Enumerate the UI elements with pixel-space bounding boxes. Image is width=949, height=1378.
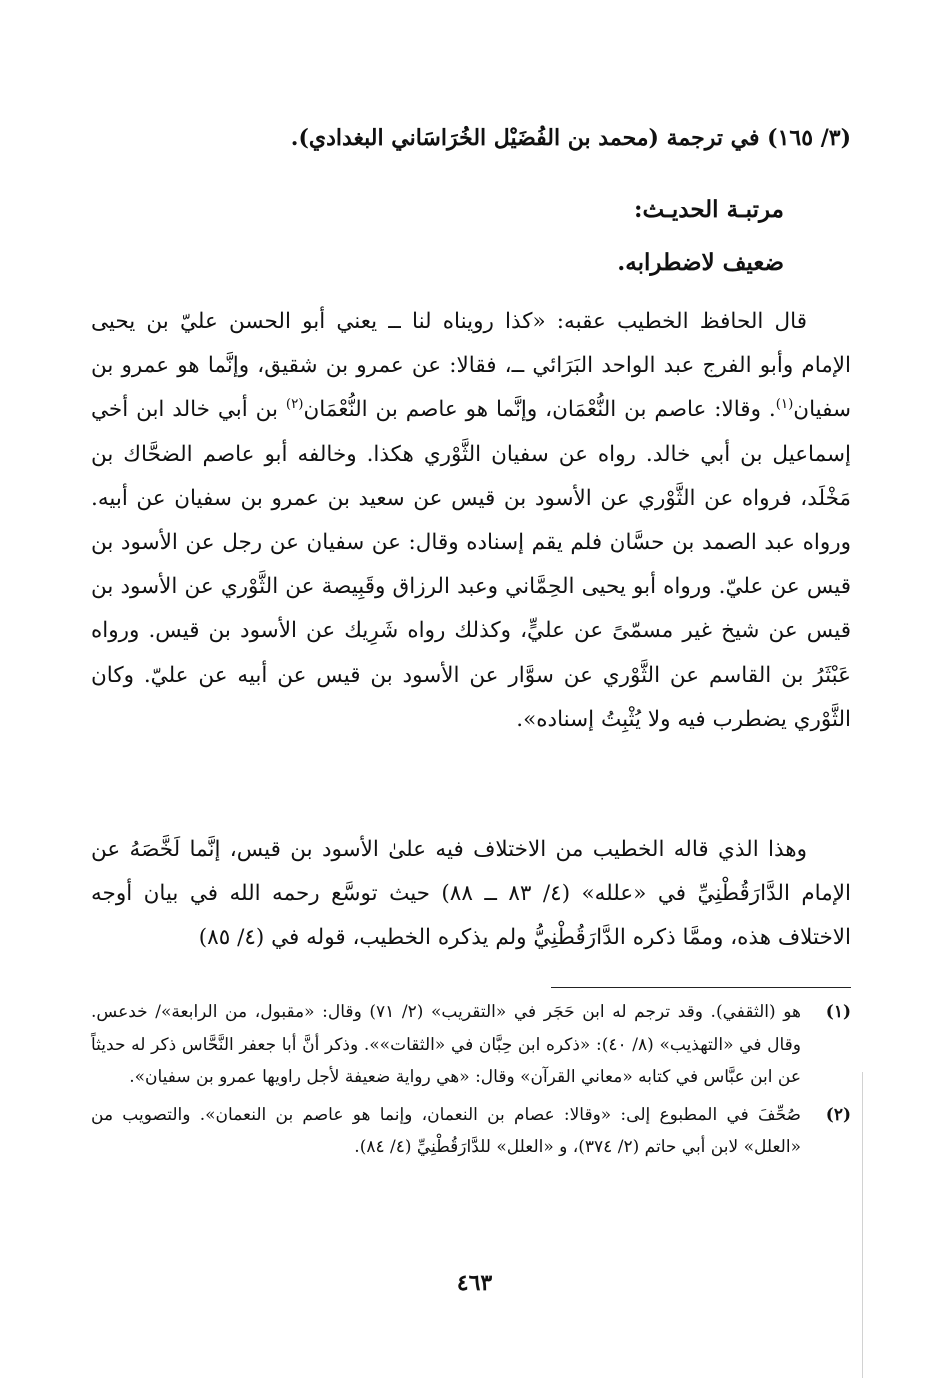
footnote-2: [91, 1099, 851, 1164]
footnote-ref-2: (٢): [285, 397, 304, 413]
footnote-ref-1: (١): [775, 397, 794, 413]
body-paragraph-2: وهذا الذي قاله الخطيب من الاختلاف فيه علىٰ الأسود بن قيس، إنَّما لَخَّصَهُ عن الإمام الدَّارَقُطْنِيِّ في «علله» (٤/ ٨٣ ــ ٨٨) حيث توسَّع رحمه الله في بيان أوجه الاختلاف هذه، وممَّا ذكره الدَّارَقُطْنِيُّ ولم يذكره الخطيب، قوله في (٤/ ٨٥): [91, 837, 851, 950]
paragraph-1-part-3: بن أبي خالد ابن أخي إسماعيل بن أبي خالد. رواه عن سفيان الثَّوْري هكذا. وخالفه أبو عاصم الضحَّاك بن مَخْلَد، فرواه عن الثَّوْري عن الأسود بن قيس عن سعيد بن عمرو بن سفيان عن أبيه. ورواه عبد الصمد بن حسَّان فلم يقم إسناده وقال: عن سفيان عن رجل عن الأسود بن قيس عن عليّ. ورواه أبو يحيى الحِمَّاني وعبد الرزاق وقَبِيصة عن الثَّوْري عن الأسود بن قيس عن شيخ غير مسمّىً عن عليٍّ، وكذلك رواه شَرِيك عن الأسود بن قيس. ورواه عَبْثَرُ بن القاسم عن الثَّوْري عن سوَّار عن الأسود بن قيس عن أبيه عن عليّ. وكان الثَّوْري يضطرب فيه ولا يُثْبِتُ إسناده».: [91, 397, 851, 732]
footnote-2-text: صُحِّفَ في المطبوع إلى: «وقالا: عصام بن النعمان، وإنما هو عاصم بن النعمان». والتصويب من «العلل» لابن أبي حاتم (٢/ ٣٧٤)، و «العلل» للدَّارَقُطْنِيِّ (٤/ ٨٤).: [91, 1104, 801, 1157]
paragraph-1-part-1: قال الحافظ الخطيب عقبه: «كذا رويناه لنا ــ يعني أبو الحسن عليّ بن يحيى الإمام وأبو الفرج عبد الواحد البَرَائي ــ، فقالا: عن عمرو بن شقيق، وإنَّما هو عمرو بن سفيان: [91, 309, 851, 423]
footnote-1-number: (١): [825, 1002, 851, 1022]
footnotes-section: [91, 996, 851, 1164]
footnote-1-text: هو (الثقفي). وقد ترجم له ابن حَجَر في «التقريب» (٢/ ٧١) وقال: «مقبول، من الرابعة»/ خدعس. وقال في «التهذيب» (٨/ ٤٠): «ذكره ابن حِبَّان في «الثقات»». وذكر أنَّ أبا جعفر النَّحَّاس ذكر له حديثاً عن ابن عبَّاس في كتابه «معاني القرآن» وقال: «هي رواية ضعيفة لأجل راويها عمرو بن سفيان».: [91, 1002, 801, 1087]
paragraph-1-part-2: . وقالا: عاصم بن النُّعْمَان، وإنَّما هو عاصم بن النُّعْمَان: [303, 397, 776, 423]
footnote-2-number: (٢): [825, 1104, 851, 1125]
footnote-divider: [551, 987, 851, 988]
section-heading: مرتبـة الحديـث:: [634, 196, 784, 223]
footnote-1: [91, 996, 851, 1094]
continuation-line: (٣/ ١٦٥) في ترجمة (محمد بن الفُضَيْل الخُرَاسَاني البغدادي).: [290, 125, 851, 151]
page-number: ٤٦٣: [456, 1270, 493, 1296]
hadith-verdict: ضعيف لاضطرابه.: [617, 249, 784, 276]
body-paragraph-1: [91, 300, 851, 742]
scan-edge-line: [862, 1072, 863, 1378]
